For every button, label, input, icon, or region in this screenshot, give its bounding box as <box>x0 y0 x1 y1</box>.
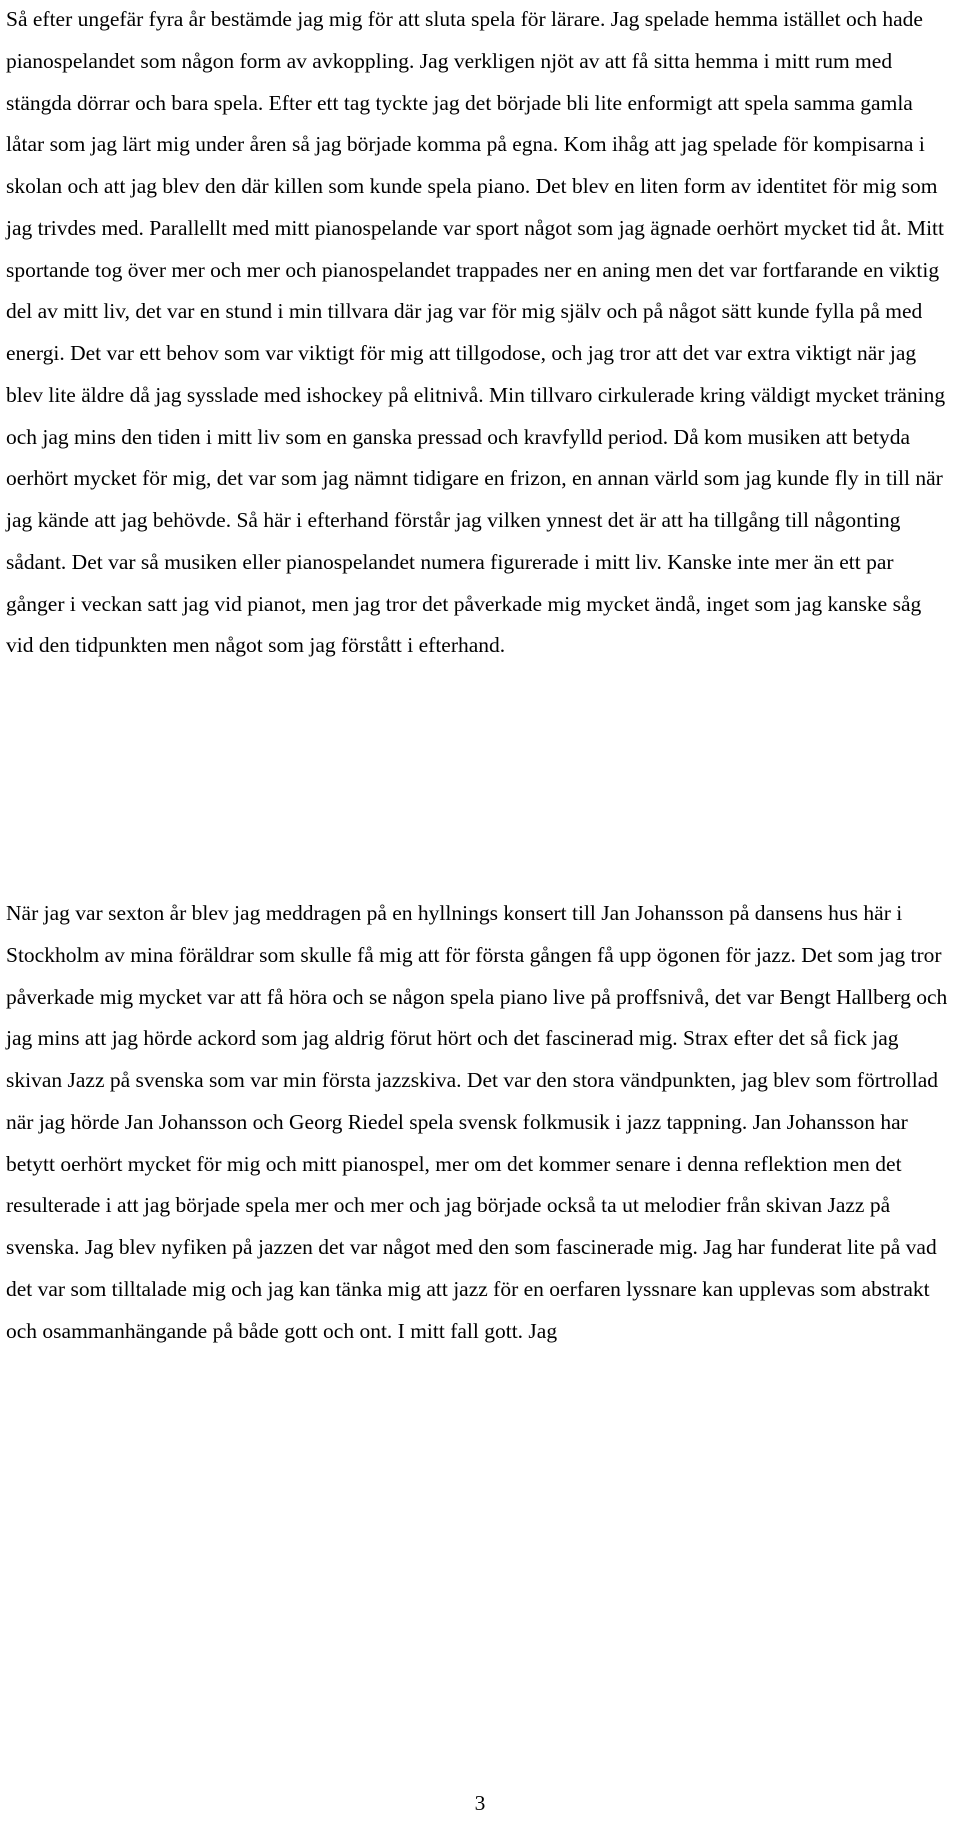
body-paragraph-2: När jag var sexton år blev jag meddragen på en hyllnings konsert till Jan Johansson på dansens hus här i Stockholm av mina föräldrar som skulle få mig att för första gången få upp ögonen för jazz. Det som jag tror påverkade mig mycket var att få höra och se någon spela piano live på proffsnivå, det var Bengt Hallberg och jag mins att jag hörde ackord som jag aldrig förut hört och det fascinerad mig. Strax efter det så fick jag skivan Jazz på svenska som var min första jazzskiva. Det var den stora vändpunkten, jag blev som förtrollad när jag hörde Jan Johansson och Georg Riedel spela svensk folkmusik i jazz tappning. Jan Johansson har betytt oerhört mycket för mig och mitt pianospel, mer om det kommer senare i denna reflektion men det resulterade i att jag började spela mer och mer och jag började också ta ut melodier från skivan Jazz på svenska. Jag blev nyfiken på jazzen det var något med den som fascinerade mig. Jag har funderat lite på vad det var som tilltalade mig och jag kan tänka mig att jazz för en oerfaren lyssnare kan upplevas som abstrakt och osammanhängande på både gott och ont. I mitt fall gott. Jag <box>6 901 948 1343</box>
body-paragraph-1: Så efter ungefär fyra år bestämde jag mig för att sluta spela för lärare. Jag spelade hemma istället och hade pianospelandet som någon form av avkoppling. Jag verkligen njöt av att få sitta hemma i mitt rum med stängda dörrar och bara spela. Efter ett tag tyckte jag det började bli lite enformigt att spela samma gamla låtar som jag lärt mig under åren så jag började komma på egna. Kom ihåg att jag spelade för kompisarna i skolan och att jag blev den där killen som kunde spela piano. Det blev en liten form av identitet för mig som jag trivdes med. Parallellt med mitt pianospelande var sport något som jag ägnade oerhört mycket tid åt. Mitt sportande tog över mer och mer och pianospelandet trappades ner en aning men det var fortfarande en viktig del av mitt liv, det var en stund i min tillvara där jag var för mig själv och på något sätt kunde fylla på med energi. Det var ett behov som var viktigt för mig att tillgodose, och jag tror att det var extra viktigt när jag blev lite äldre då jag sysslade med ishockey på elitnivå. Min tillvaro cirkulerade kring väldigt mycket träning och jag mins den tiden i mitt liv som en ganska pressad och kravfylld period. Då kom musiken att betyda oerhört mycket för mig, det var som jag nämnt tidigare en frizon, en annan värld som jag kunde fly in till när jag kände att jag behövde. Så här i efterhand förstår jag vilken ynnest det är att ha tillgång till någonting sådant. Det var så musiken eller pianospelandet numera figurerade i mitt liv. Kanske inte mer än ett par gånger i veckan satt jag vid pianot, men jag tror det påverkade mig mycket ändå, inget som jag kanske såg vid den tidpunkten men något som jag förstått i efterhand. <box>6 7 946 658</box>
page-number: 3 <box>474 1791 486 1815</box>
